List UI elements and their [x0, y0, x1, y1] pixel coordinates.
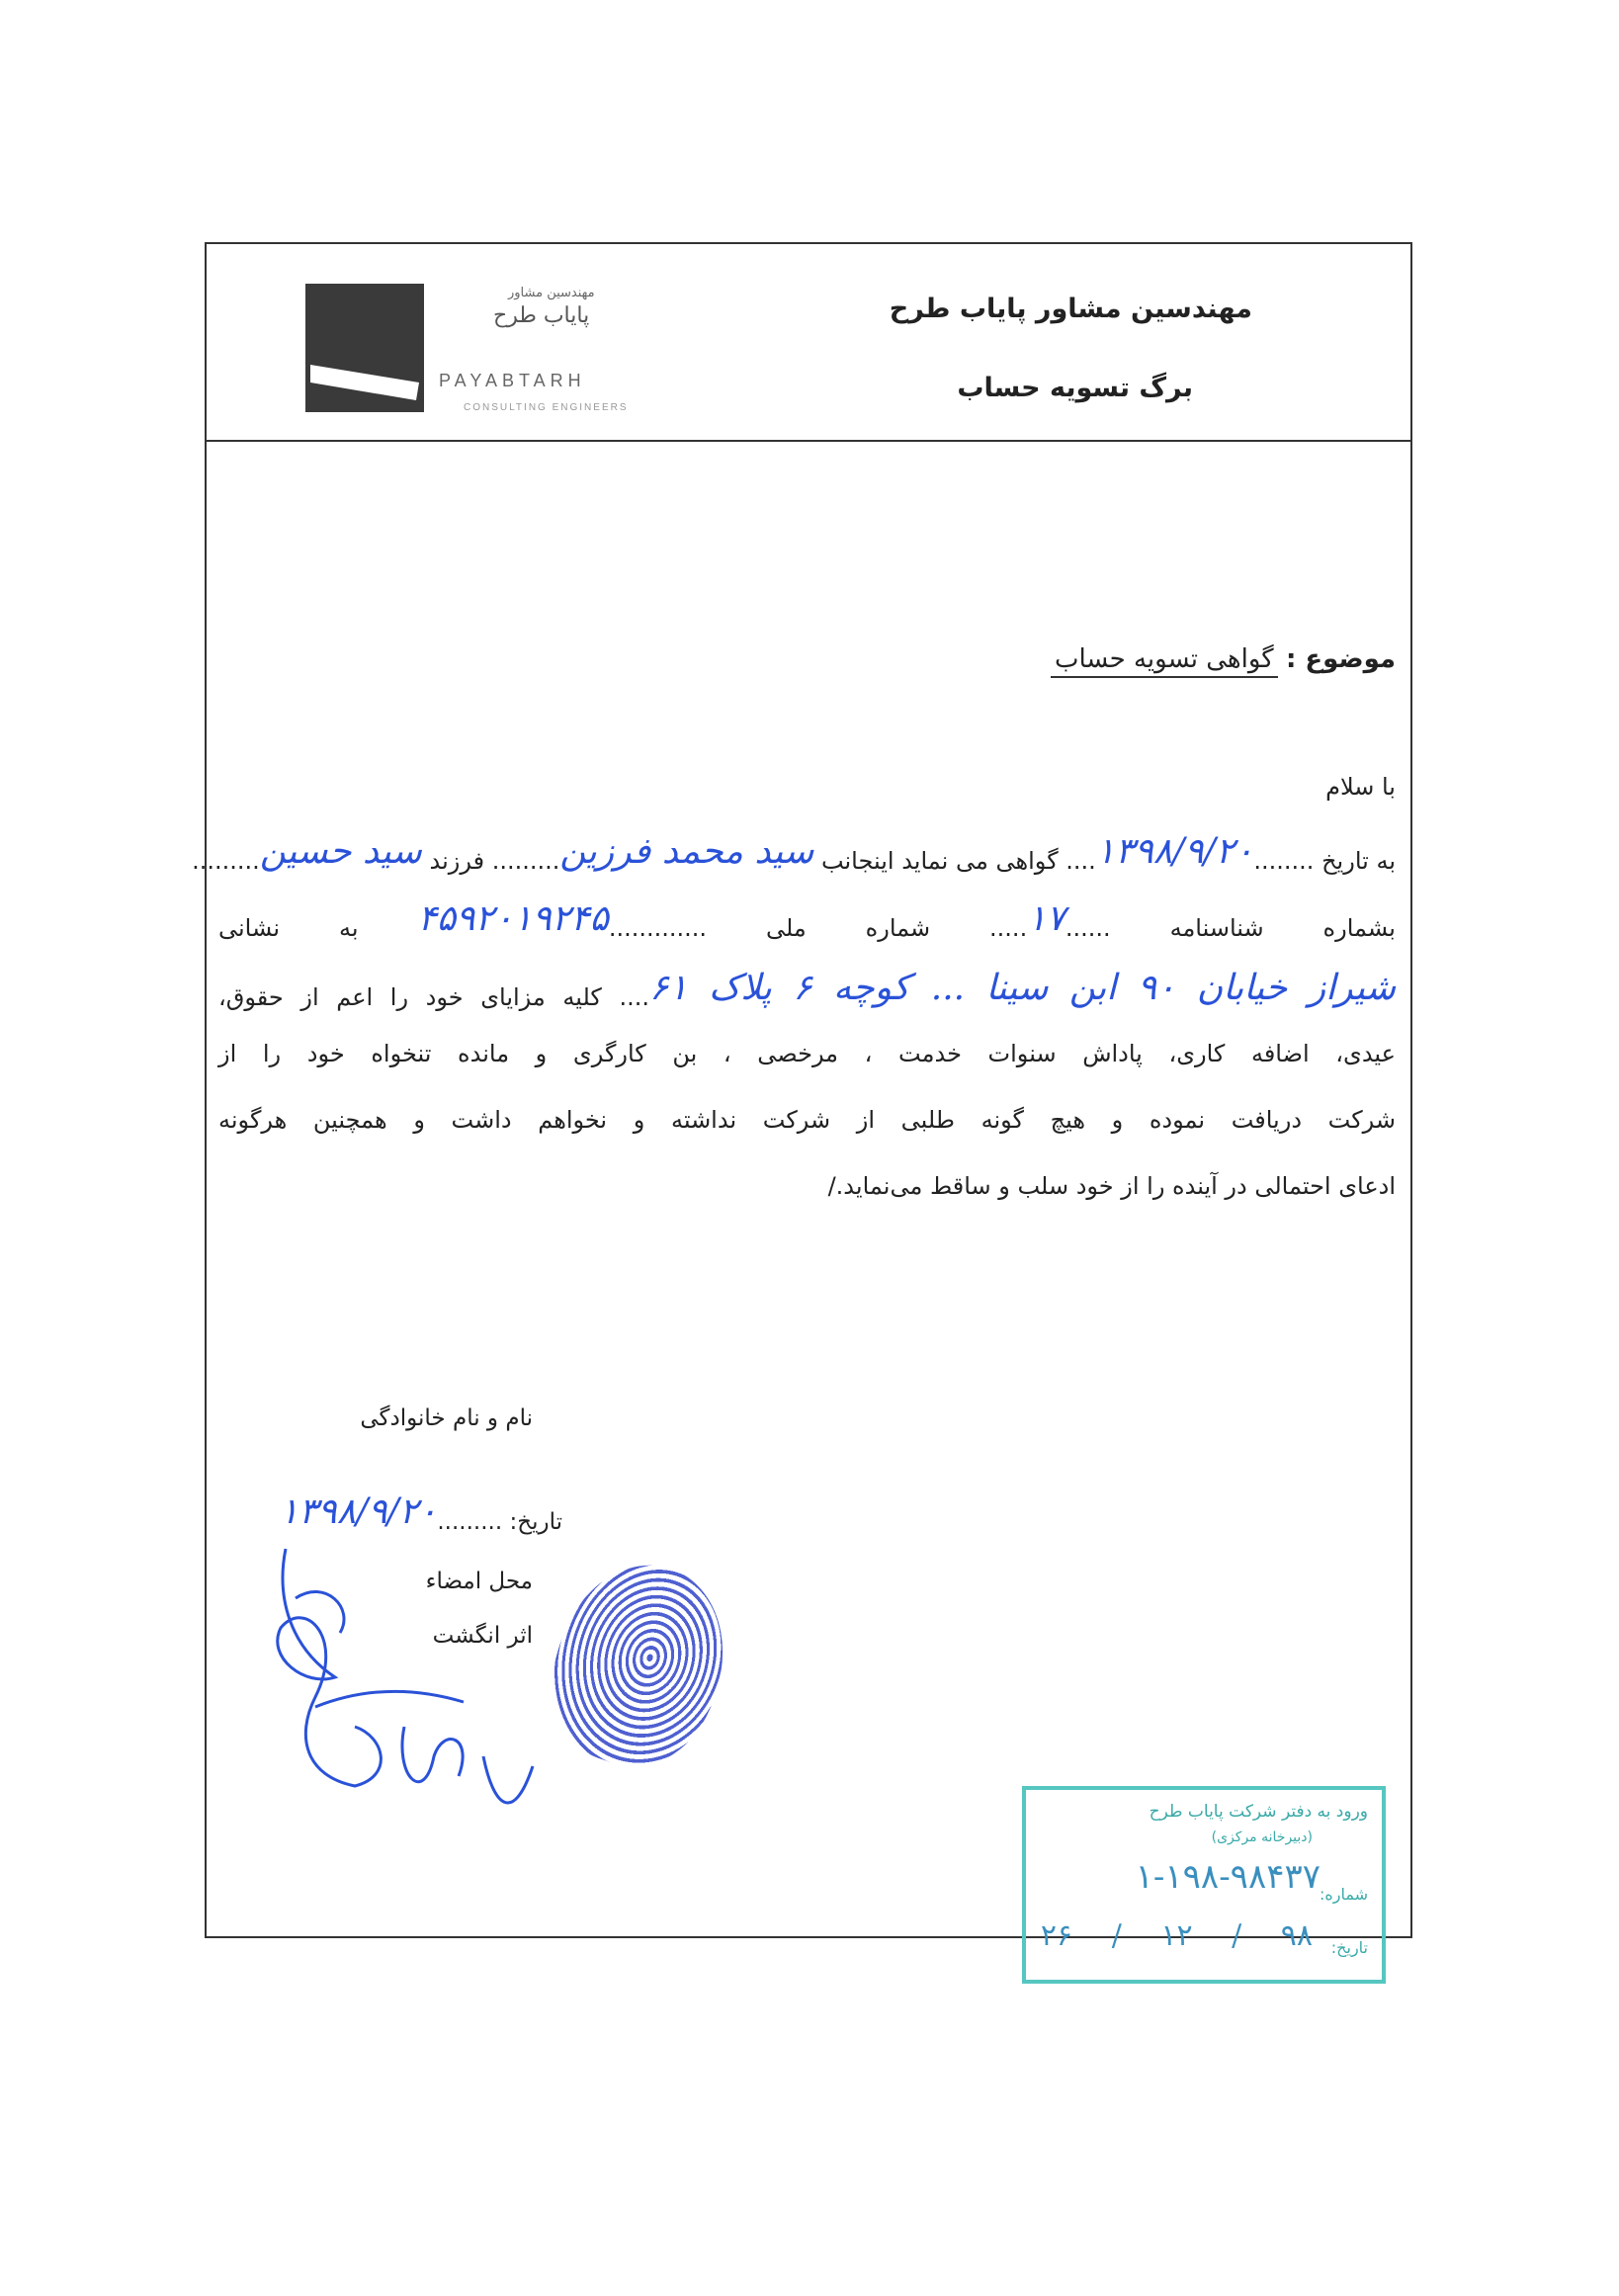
text-all-benefits: کلیه مزایای خود را اعم از حقوق،: [218, 983, 602, 1011]
signature-date-label: تاریخ:: [509, 1509, 562, 1535]
handwritten-address: شیراز خیابان ۹۰ ابن سینا ... کوچه ۶ پلاک ۶۱: [649, 968, 1397, 1008]
subject-label: موضوع :: [1285, 644, 1396, 674]
body-line-2: بشماره شناسنامه ......۱۷..... شماره ملی .............۴۵۹۲۰۱۹۲۴۵ به نشانی: [218, 898, 1396, 942]
signature-date-row: تاریخ: .........۱۳۹۸/۹/۲۰: [279, 1491, 562, 1535]
company-name: مهندسین مشاور پایاب طرح: [889, 294, 1252, 324]
stamp-office: ورود به دفتر شرکت پایاب طرح: [1149, 1802, 1368, 1822]
body-line-1: به تاریخ ........۱۳۹۸/۹/۲۰.... گواهی می نماید اینجانب سید محمد فرزین......... فرزند سید حسین.........: [192, 831, 1396, 875]
logo-fa-subtitle: مهندسین مشاور: [508, 286, 595, 300]
text-date-prefix: به تاریخ: [1321, 847, 1396, 875]
handwritten-name: سید محمد فرزین: [559, 831, 814, 872]
stamp-date-label: تاریخ:: [1330, 1938, 1368, 1957]
signature-handwritten-date: ۱۳۹۸/۹/۲۰: [279, 1491, 438, 1532]
handwritten-national-id: ۴۵۹۲۰۱۹۲۴۵: [417, 898, 609, 939]
form-title: برگ تسویه حساب: [957, 373, 1193, 403]
payabtarh-logo-mark: [305, 284, 424, 412]
body-line-5: شرکت دریافت نموده و هیچ گونه طلبی از شرکت نداشته و نخواهم داشت و همچنین هرگونه: [218, 1106, 1396, 1134]
stamp-number-label: شماره:: [1319, 1885, 1368, 1904]
text-id-number: بشماره شناسنامه: [1169, 914, 1396, 942]
handwritten-father-name: سید حسین: [259, 831, 422, 872]
handwritten-date: ۱۳۹۸/۹/۲۰: [1095, 831, 1254, 872]
logo-en-subtitle: CONSULTING ENGINEERS: [464, 402, 629, 413]
stamp-number: ۱-۱۹۸-۹۸۴۳۷: [1135, 1857, 1321, 1897]
body-line-3: شیراز خیابان ۹۰ ابن سینا ... کوچه ۶ پلاک ۶۱.... کلیه مزایای خود را اعم از حقوق،: [218, 968, 1397, 1011]
signature-place-label: محل امضاء: [425, 1569, 533, 1594]
body-line-6: ادعای احتمالی در آینده را از خود سلب و ساقط می‌نماید./: [827, 1172, 1396, 1200]
document-frame: [192, 242, 1412, 1957]
fingerprint-label: اثر انگشت: [432, 1623, 533, 1649]
handwritten-id-number: ۱۷: [1027, 898, 1065, 939]
letterhead: [207, 244, 1410, 442]
stamp-date: ۹۸ / ۱۲ / ۲۶: [1040, 1918, 1313, 1953]
name-label: نام و نام خانوادگی: [360, 1405, 533, 1431]
subject-line: [1051, 644, 1396, 674]
text-national-id: شماره ملی: [765, 914, 931, 942]
body-line-4: عیدی، اضافه کاری، پاداش سنوات خدمت ، مرخصی ، بن کارگری و مانده تنخواه خود را از: [218, 1040, 1396, 1067]
text-certifies: گواهی می نماید اینجانب: [820, 847, 1059, 875]
logo-en-name: PAYABTARH: [439, 371, 586, 390]
fingerprint-mark: [530, 1544, 747, 1787]
text-child-of: فرزند: [429, 847, 485, 875]
greeting: با سلام: [1325, 773, 1396, 801]
handwritten-signature: [246, 1539, 562, 1845]
subject-value: گواهی تسویه حساب: [1051, 644, 1278, 678]
stamp-subtitle: (دبیرخانه مرکزی): [1211, 1829, 1313, 1845]
receipt-stamp: [1022, 1786, 1386, 1984]
text-address-label: به نشانی: [218, 914, 359, 942]
logo-fa-name: پایاب طرح: [493, 303, 590, 328]
